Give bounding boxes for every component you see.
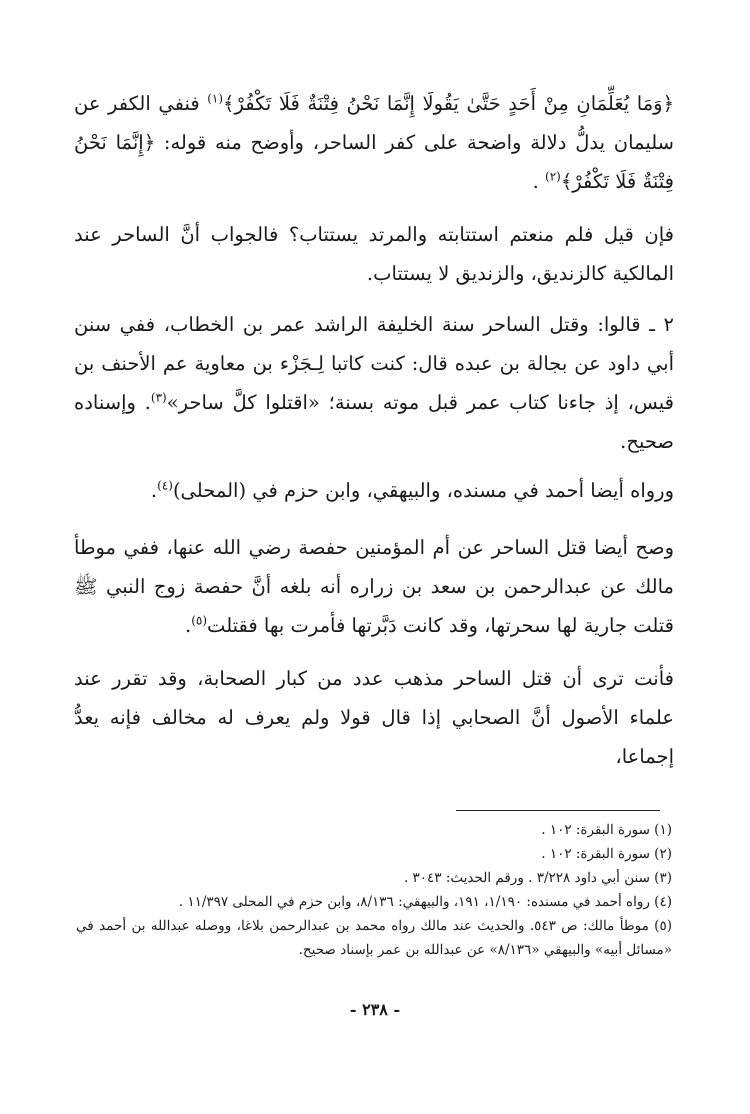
- page-number: - ٢٣٨ -: [349, 1000, 401, 1019]
- main-text: [74, 84, 674, 790]
- footnotes: [76, 818, 672, 962]
- paragraph-2: فإن قيل فلم منعتم استتابته والمرتد يستتاب؟ فالجواب أنَّ الساحر عند المالكية كالزنديق، والزنديق لا يستتاب.: [74, 223, 674, 285]
- footnote-ref-4[interactable]: (٤): [157, 478, 173, 493]
- quran-verse-2: إِنَّمَا نَحْنُ فِتْنَةٌ فَلَا تَكْفُرْ: [74, 131, 674, 193]
- quran-bracket-open-2: ﴿: [143, 131, 156, 154]
- footnote-3: (٣) سنن أبي داود ٣/٢٢٨ . ورقم الحديث: ٣٠٤٣ .: [403, 870, 672, 886]
- paragraph-3-end: . وإسناده صحيح.: [74, 391, 674, 453]
- paragraph-4: [74, 471, 674, 510]
- quran-bracket-close: ﴾: [223, 92, 235, 115]
- paragraph-3-text: ٢ ـ قالوا: وقتل الساحر سنة الخليفة الراشد عمر بن الخطاب، ففي سنن أبي داود عن بجالة بن عبده قال: كنت كاتبا لِـجَزْء بن معاوية عم الأحنف بن قيس، إذ جاءنا كتاب عمر قبل موته بسنة؛ «اقتلوا كلَّ ساحر»: [74, 313, 674, 414]
- paragraph-5: [74, 528, 674, 645]
- paragraph-1-text: فنفي الكفر عن سليمان يدلُّ دلالة واضحة على كفر الساحر، وأوضح منه قوله:: [74, 92, 674, 154]
- footnote-5: (٥) موطأ مالك: ص ٥٤٣. والحديث عند مالك رواه محمد بن عبدالرحمن بلاغا، ووصله عبدالله بن أحمد في «مسائل أبيه» والبيهقي «٨/١٣٦» عن عبدالله بن عمر بإسناد صحيح.: [76, 918, 672, 958]
- paragraph-5-text: وصح أيضا قتل الساحر عن أم المؤمنين حفصة رضي الله عنها، ففي موطأ مالك عن عبدالرحمن بن سعد بن زراره أنه بلغه أنَّ حفصة زوج النبي ﷺ قتلت جارية لها سحرتها، وقد كانت دَبَّرتها فأمرت بها فقتلت: [74, 536, 674, 637]
- quran-bracket-close-2: ﴾: [560, 170, 573, 193]
- footnote-4: (٤) رواه أحمد في مسنده: ١/١٩٠، ١٩١، والبيهقي: ٨/١٣٦، وابن حزم في المحلى ١١/٣٩٧ .: [178, 894, 672, 910]
- footnote-1: (١) سورة البقرة: ١٠٢ .: [541, 822, 672, 838]
- paragraph-1-end: .: [532, 170, 546, 193]
- quran-bracket-open: ﴿: [662, 92, 674, 115]
- footnote-ref-3[interactable]: (٣): [150, 390, 167, 405]
- footnote-ref-5[interactable]: (٥): [191, 613, 208, 628]
- paragraph-6: فأنت ترى أن قتل الساحر مذهب عدد من كبار الصحابة، وقد تقرر عند علماء الأصول أنَّ الصحابي إذا قال قولا ولم يعرف له مخالف فإنه يعدُّ إجماعا،: [74, 667, 674, 768]
- paragraph-4-text: ورواه أيضا أحمد في مسنده، والبيهقي، وابن حزم في (المحلى): [172, 479, 674, 502]
- paragraph-5-end: .: [185, 614, 192, 637]
- paragraph-3: [74, 305, 674, 461]
- footnote-ref-2[interactable]: (٢): [545, 169, 561, 184]
- paragraph-1: [74, 84, 674, 201]
- footnote-separator: [456, 810, 660, 811]
- footnote-2: (٢) سورة البقرة: ١٠٢ .: [541, 846, 672, 862]
- quran-verse-1: وَمَا يُعَلِّمَانِ مِنْ أَحَدٍ حَتَّىٰ يَقُولَا إِنَّمَا نَحْنُ فِتْنَةٌ فَلَا تَكْفُرْ: [234, 92, 663, 115]
- footnote-ref-1[interactable]: (١): [207, 91, 224, 106]
- paragraph-4-end: .: [150, 479, 158, 502]
